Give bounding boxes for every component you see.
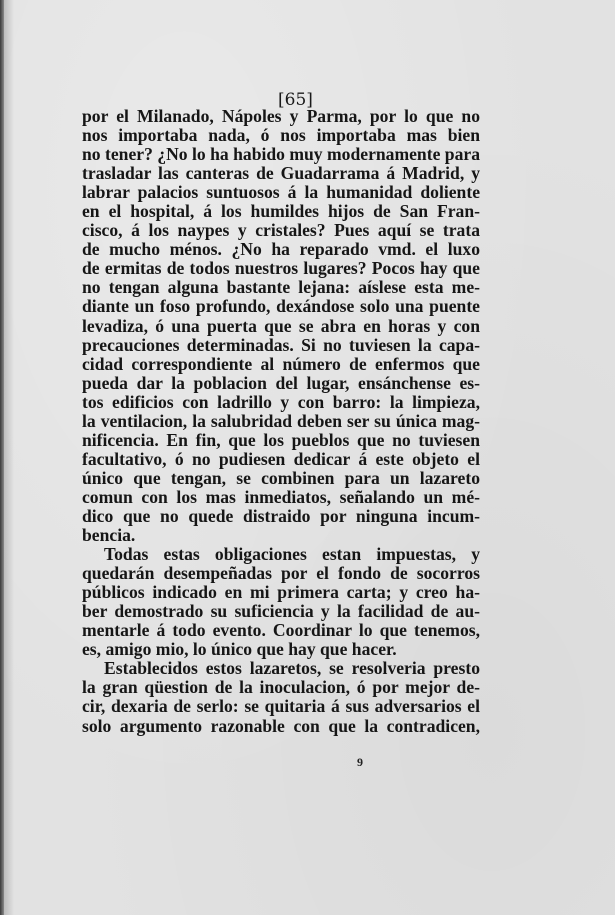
- text-line: mentarle á todo evento. Coordinar lo que tenemos,: [82, 620, 480, 641]
- text-line: precauciones determinadas. Si no tuviesen la capa-: [82, 334, 480, 355]
- text-line: la ventilacion, la salubridad deben ser su única mag-: [82, 410, 480, 431]
- text-line: no tengan alguna bastante lejana: aíslese esta me-: [82, 277, 480, 298]
- text-line: públicos indicado en mi primera carta; y creo ha-: [82, 582, 480, 603]
- text-line: levadiza, ó una puerta que se abra en horas y con: [82, 315, 480, 336]
- text-line: la gran qüestion de la inoculacion, ó por mejor de-: [82, 677, 480, 698]
- page-binding-shadow: [4, 0, 14, 915]
- text-line: no tener? ¿No lo ha habido muy modernamente para: [82, 144, 480, 165]
- text-line: solo argumento razonable con que la contradicen,: [82, 715, 480, 736]
- text-line: nificencia. En fin, que los pueblos que no tuviesen: [82, 429, 480, 450]
- text-line: quedarán desempeñadas por el fondo de socorros: [82, 563, 480, 584]
- text-line: por el Milanado, Nápoles y Parma, por lo que no: [82, 106, 480, 126]
- text-line: bencia.: [82, 525, 136, 546]
- text-line: Todas estas obligaciones estan impuestas, y: [104, 544, 480, 565]
- text-line: comun con los mas inmediatos, señalando un mé-: [82, 486, 480, 507]
- text-line: tos edificios con ladrillo y con barro: la limpieza,: [82, 391, 480, 412]
- body-text: [82, 107, 480, 736]
- text-line: trasladar las canteras de Guadarrama á Madrid, y: [82, 163, 480, 184]
- text-line: pueda dar la poblacion del lugar, ensánchense es-: [82, 372, 480, 393]
- text-line: de ermitas de todos nuestros lugares? Pocos hay que: [82, 258, 480, 279]
- signature-mark: 9: [357, 755, 363, 769]
- text-line: en el hospital, á los humildes hijos de San Fran-: [82, 201, 480, 222]
- text-line: facultativo, ó no pudiesen dedicar á este objeto el: [82, 448, 480, 469]
- text-line: ber demostrado su suficiencia y la facilidad de au-: [82, 601, 480, 622]
- text-line: Establecidos estos lazaretos, se resolveria presto: [104, 658, 480, 679]
- text-line: cir, dexaria de serlo: se quitaria á sus adversarios el: [82, 696, 480, 717]
- text-line: cisco, á los naypes y cristales? Pues aquí se trata: [82, 220, 480, 241]
- text-line: nos importaba nada, ó nos importaba mas bien: [82, 125, 480, 146]
- text-line: de mucho ménos. ¿No ha reparado vmd. el luxo: [82, 239, 480, 260]
- page-number: [65]: [278, 90, 313, 110]
- text-line: único que tengan, se combinen para un lazareto: [82, 467, 480, 488]
- text-line: labrar palacios suntuosos á la humanidad doliente: [82, 182, 480, 203]
- text-line: dico que no quede distraido por ninguna incum-: [82, 505, 480, 526]
- text-line: es, amigo mio, lo único que hay que hacer.: [82, 639, 397, 660]
- text-line: diante un foso profundo, dexándose solo una puente: [82, 296, 480, 317]
- text-line: cidad correspondiente al número de enfermos que: [82, 353, 480, 374]
